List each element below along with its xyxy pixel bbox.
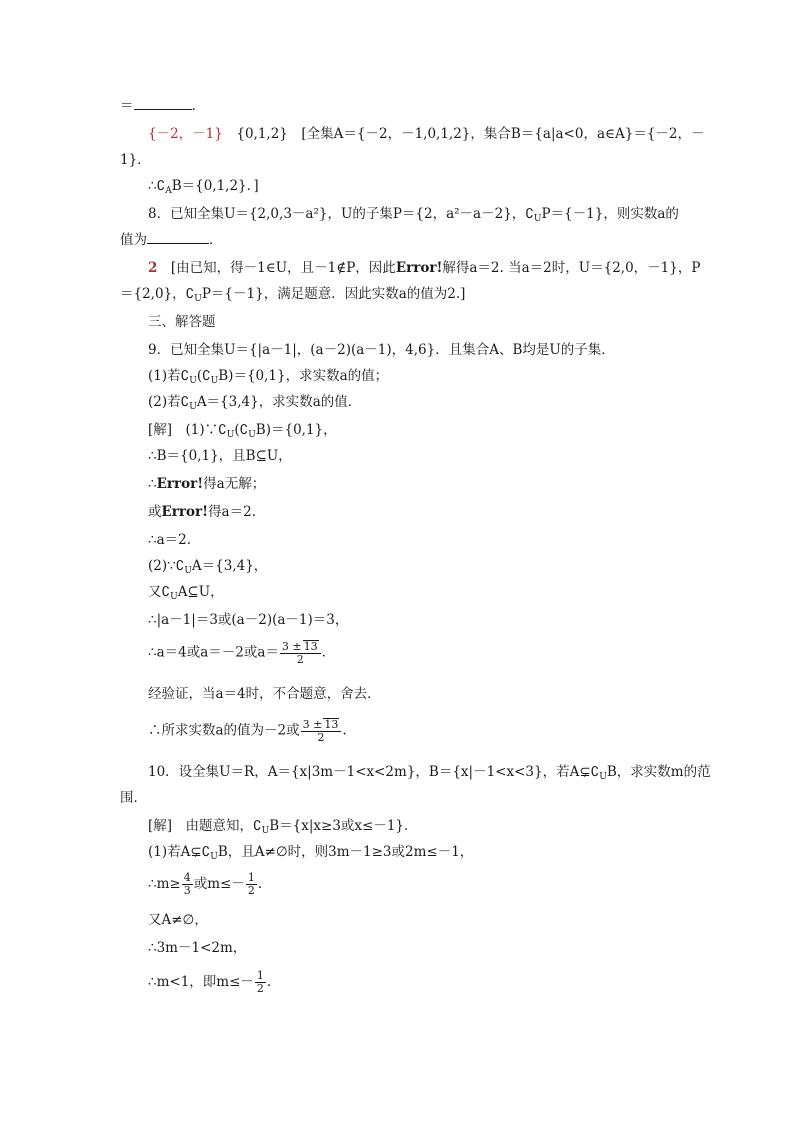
answer-8-cont: [120, 284, 465, 309]
text: 或: [148, 504, 162, 520]
answer-highlight: 2: [148, 260, 158, 276]
text: (1)若∁: [148, 368, 190, 384]
solution-9-line8: [148, 610, 348, 630]
text: 2: [317, 731, 325, 744]
fraction: [255, 970, 266, 995]
text: 围．: [120, 790, 147, 806]
text: .: [257, 876, 263, 892]
solution-10-line1: [148, 816, 418, 841]
subscript: U: [210, 376, 219, 386]
text: B，且A≠∅时，则3m－1≥3或2m≤－1，: [217, 844, 474, 860]
text: 10．设全集U＝R，A＝{x|3m－1<x<2m}，B＝{x|－1<x<3}，若A⊊∁: [148, 764, 600, 780]
question-9: [148, 340, 615, 360]
subscript: U: [184, 566, 192, 576]
answer-line-7-end: [148, 176, 259, 201]
question-9-part2: [148, 392, 361, 417]
text: B)＝{0,1}，求实数a的值；: [218, 368, 389, 384]
text: A＝{3,4}，: [191, 558, 268, 574]
solution-9-line7: [148, 582, 224, 607]
text: ．: [209, 232, 223, 248]
text: 解得a＝2. 当a＝2时，U＝{2,0，－1}，P: [442, 260, 701, 276]
text: .: [266, 974, 272, 990]
text: B)＝{0,1}，: [255, 422, 337, 438]
text: ∴|a－1|＝3或(a－2)(a－1)＝3，: [148, 612, 349, 628]
text: ∴: [148, 476, 157, 492]
solution-10-line2: [148, 842, 473, 867]
text: ＝: [120, 98, 134, 114]
text: 三、解答题: [148, 314, 216, 330]
text: (∁: [234, 422, 249, 438]
text: (1)若A⊊∁: [148, 844, 211, 860]
text: 又A≠∅，: [148, 912, 208, 928]
text: 1}．: [120, 152, 151, 168]
text: B＝{0,1,2}．]: [171, 178, 259, 194]
text: ∴∁: [148, 178, 166, 194]
text: 2: [296, 653, 304, 666]
solution-9-line6: [148, 556, 267, 581]
text: B，求实数m的范: [606, 764, 711, 780]
text: ＝{2,0}，∁: [120, 286, 195, 302]
text: [解] 由题意知，∁: [148, 818, 262, 834]
text: 又∁: [148, 584, 171, 600]
question-9-part1: [148, 366, 388, 391]
answer-line-7: [148, 124, 705, 144]
fraction: [280, 640, 321, 666]
fraction: [246, 872, 257, 897]
error-marker: Error!: [156, 476, 204, 492]
text: ∴a＝4或a＝－2或a＝: [148, 644, 279, 661]
text: .: [321, 644, 326, 661]
text: 2: [256, 982, 264, 995]
text: .: [191, 98, 196, 114]
solution-10-line5: [148, 938, 246, 958]
text: 得a无解；: [203, 476, 266, 492]
error-marker: Error!: [395, 260, 443, 276]
question-10-cont: [120, 788, 147, 808]
text: 经验证，当a＝4时，不合题意，舍去．: [148, 686, 381, 702]
solution-10-line4: [148, 910, 208, 930]
answer-line-7-cont: [120, 150, 151, 170]
error-marker: Error!: [161, 504, 209, 520]
subscript: A: [165, 186, 172, 196]
solution-10-line6: [148, 970, 271, 995]
subscript: U: [226, 430, 235, 440]
sqrt: 13: [324, 718, 339, 731]
text: P＝{－1}，则实数a的: [541, 206, 679, 222]
solution-9-line5: [148, 530, 191, 550]
text: [解] (1)∵∁: [148, 422, 227, 438]
line-blank-answer: [120, 96, 196, 116]
subscript: U: [170, 592, 178, 602]
text: 4: [183, 871, 191, 884]
text: ∴m≥: [148, 876, 181, 892]
answer-8: [148, 258, 700, 278]
text: ∴a＝2.: [148, 532, 192, 548]
text: 9．已知全集U＝{|a－1|，(a－2)(a－1)，4,6}．且集合A、B均是U的子集．: [148, 342, 615, 358]
text: 3 ±: [281, 640, 302, 653]
text: ∴所求实数a的值为－2或: [148, 722, 300, 739]
subscript: U: [261, 826, 270, 836]
answer-highlight: {－2，－1}: [148, 126, 223, 142]
fraction: [301, 718, 342, 744]
text: ∴m<1，即m≤－: [148, 974, 254, 990]
text: 2: [247, 884, 255, 897]
text: 1: [247, 871, 255, 884]
text: P＝{－1}，满足题意．因此实数a的值为2.]: [201, 286, 466, 302]
subscript: U: [210, 852, 218, 862]
text: 值为: [120, 232, 147, 248]
solution-9-line1: [148, 420, 337, 445]
text: A⊆U，: [177, 584, 224, 600]
text: {0,1,2} [全集A＝{－2，－1,0,1,2}，集合B＝{a|a<0，a∈A}＝{－2，－: [236, 126, 705, 142]
solution-9-line2: [148, 446, 292, 466]
text: .: [342, 722, 347, 739]
subscript: U: [194, 294, 202, 304]
solution-9-line10: [148, 684, 381, 704]
solution-9-line4: [148, 502, 256, 522]
answer-blank: [147, 231, 209, 244]
solution-9-line9: [148, 640, 326, 666]
text: 3 ±: [302, 718, 323, 731]
section-heading: [148, 312, 216, 332]
text: 1: [256, 969, 264, 982]
text: 8．已知全集U＝{2,0,3－a²}，U的子集P＝{2，a²－a－2}，∁: [148, 206, 534, 222]
subscript: U: [189, 376, 197, 386]
text: 或m≤－: [193, 876, 245, 892]
text: [由已知，得－1∈U，且－1∉P，因此: [170, 260, 396, 276]
answer-blank: [134, 97, 192, 110]
solution-10-line3: [148, 872, 262, 897]
text: A＝{3,4}，求实数a的值．: [196, 394, 362, 410]
text: 得a＝2.: [208, 504, 256, 520]
subscript: U: [599, 772, 607, 782]
question-10: [148, 762, 711, 787]
solution-9-line3: [148, 474, 265, 494]
text: B＝{x|x≥3或x≤－1}．: [269, 818, 418, 834]
solution-9-line11: [148, 718, 347, 744]
sqrt: 13: [303, 640, 318, 653]
text: (2)若∁: [148, 394, 190, 410]
text: ∴3m－1<2m，: [148, 940, 247, 956]
question-8-cont: [120, 230, 223, 250]
subscript: U: [189, 402, 197, 412]
subscript: U: [248, 430, 256, 440]
text: (2)∵∁: [148, 558, 185, 574]
text: (∁: [196, 368, 211, 384]
fraction: [182, 872, 193, 897]
text: ∴B＝{0,1}，且B⊆U，: [148, 448, 292, 464]
text: 3: [183, 884, 191, 897]
subscript: U: [533, 214, 542, 224]
question-8: [148, 204, 679, 229]
